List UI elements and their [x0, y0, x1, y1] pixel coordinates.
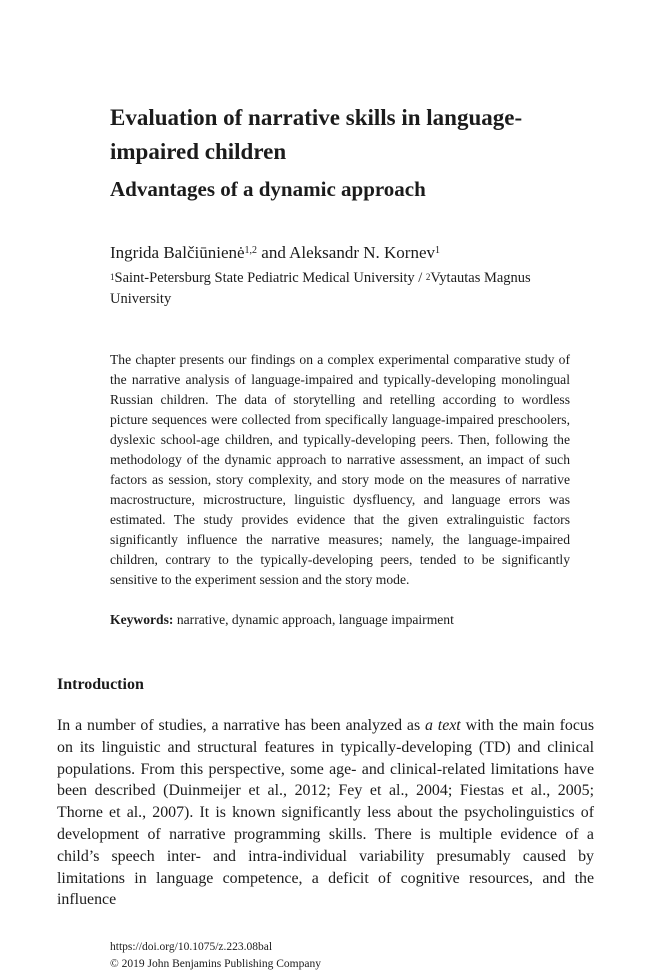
author-conjunction: and	[257, 243, 290, 262]
footer	[110, 939, 321, 973]
body-paragraph	[57, 715, 594, 911]
author-name: Ingrida Balčiūnienė	[110, 243, 245, 262]
chapter-subtitle: Advantages of a dynamic approach	[110, 177, 426, 201]
author-affiliation-marker: 1	[435, 245, 441, 256]
keywords-text: narrative, dynamic approach, language impairment	[173, 612, 454, 627]
body-text: In a number of studies, a narrative has been analyzed as	[57, 717, 425, 734]
keywords	[110, 610, 580, 630]
author-line	[110, 241, 440, 265]
affiliation-marker: 1	[110, 272, 115, 282]
author-affiliation-marker: 1,2	[244, 245, 258, 256]
affiliation-text: Vytautas Magnus University	[110, 270, 531, 307]
chapter-title: Evaluation of narrative skills in language-impaired children	[110, 105, 523, 164]
body-italic-term: a text	[424, 717, 461, 734]
affiliation-text: Saint-Petersburg State Pediatric Medical University /	[114, 270, 426, 286]
copyright-notice: © 2019 John Benjamins Publishing Company	[110, 958, 321, 970]
keywords-label: Keywords:	[110, 612, 174, 627]
affiliation-marker: 2	[425, 272, 431, 282]
section-heading: Introduction	[57, 676, 144, 693]
doi-link[interactable]: https://doi.org/10.1075/z.223.08bal	[110, 941, 273, 953]
abstract: The chapter presents our findings on a complex experimental comparative study of the narrative analysis of language-impaired and typically-developing monolingual Russian children. The data of storytelling and retelling according to wordless picture sequences were collected from specifically language-impaired preschoolers, dyslexic school-age children, and typically-developing peers. Then, following the methodology of the dynamic approach to narrative assessment, an impact of such factors as session, story complexity, and story mode on the measures of narrative macrostructure, microstructure, linguistic dysfluency, and language errors was estimated. The study provides evidence that the given extralinguistic factors significantly influence the narrative measures; namely, the language-impaired children, contrary to the typically-developing peers, tended to be significantly sensitive to the experiment session and the story mode.	[110, 352, 570, 587]
body-text: with the main focus on its linguistic and structural features in typically-developing (TD) and clinical populations. From this perspective, some age- and clinical-related limitations have been described (Duinmeijer et al., 2012; Fey et al., 2004; Fiestas et al., 2005; Thorne et al., 2007). It is known significantly less about the psycholinguistics of development of narrative programming skills. There is multiple evidence of a child’s speech inter- and intra-individual variability presumably caused by limitations in language competence, a deficit of cognitive resources, and the influence	[57, 717, 595, 909]
author-name: Aleksandr N. Kornev	[289, 243, 436, 262]
affiliations	[110, 268, 580, 310]
